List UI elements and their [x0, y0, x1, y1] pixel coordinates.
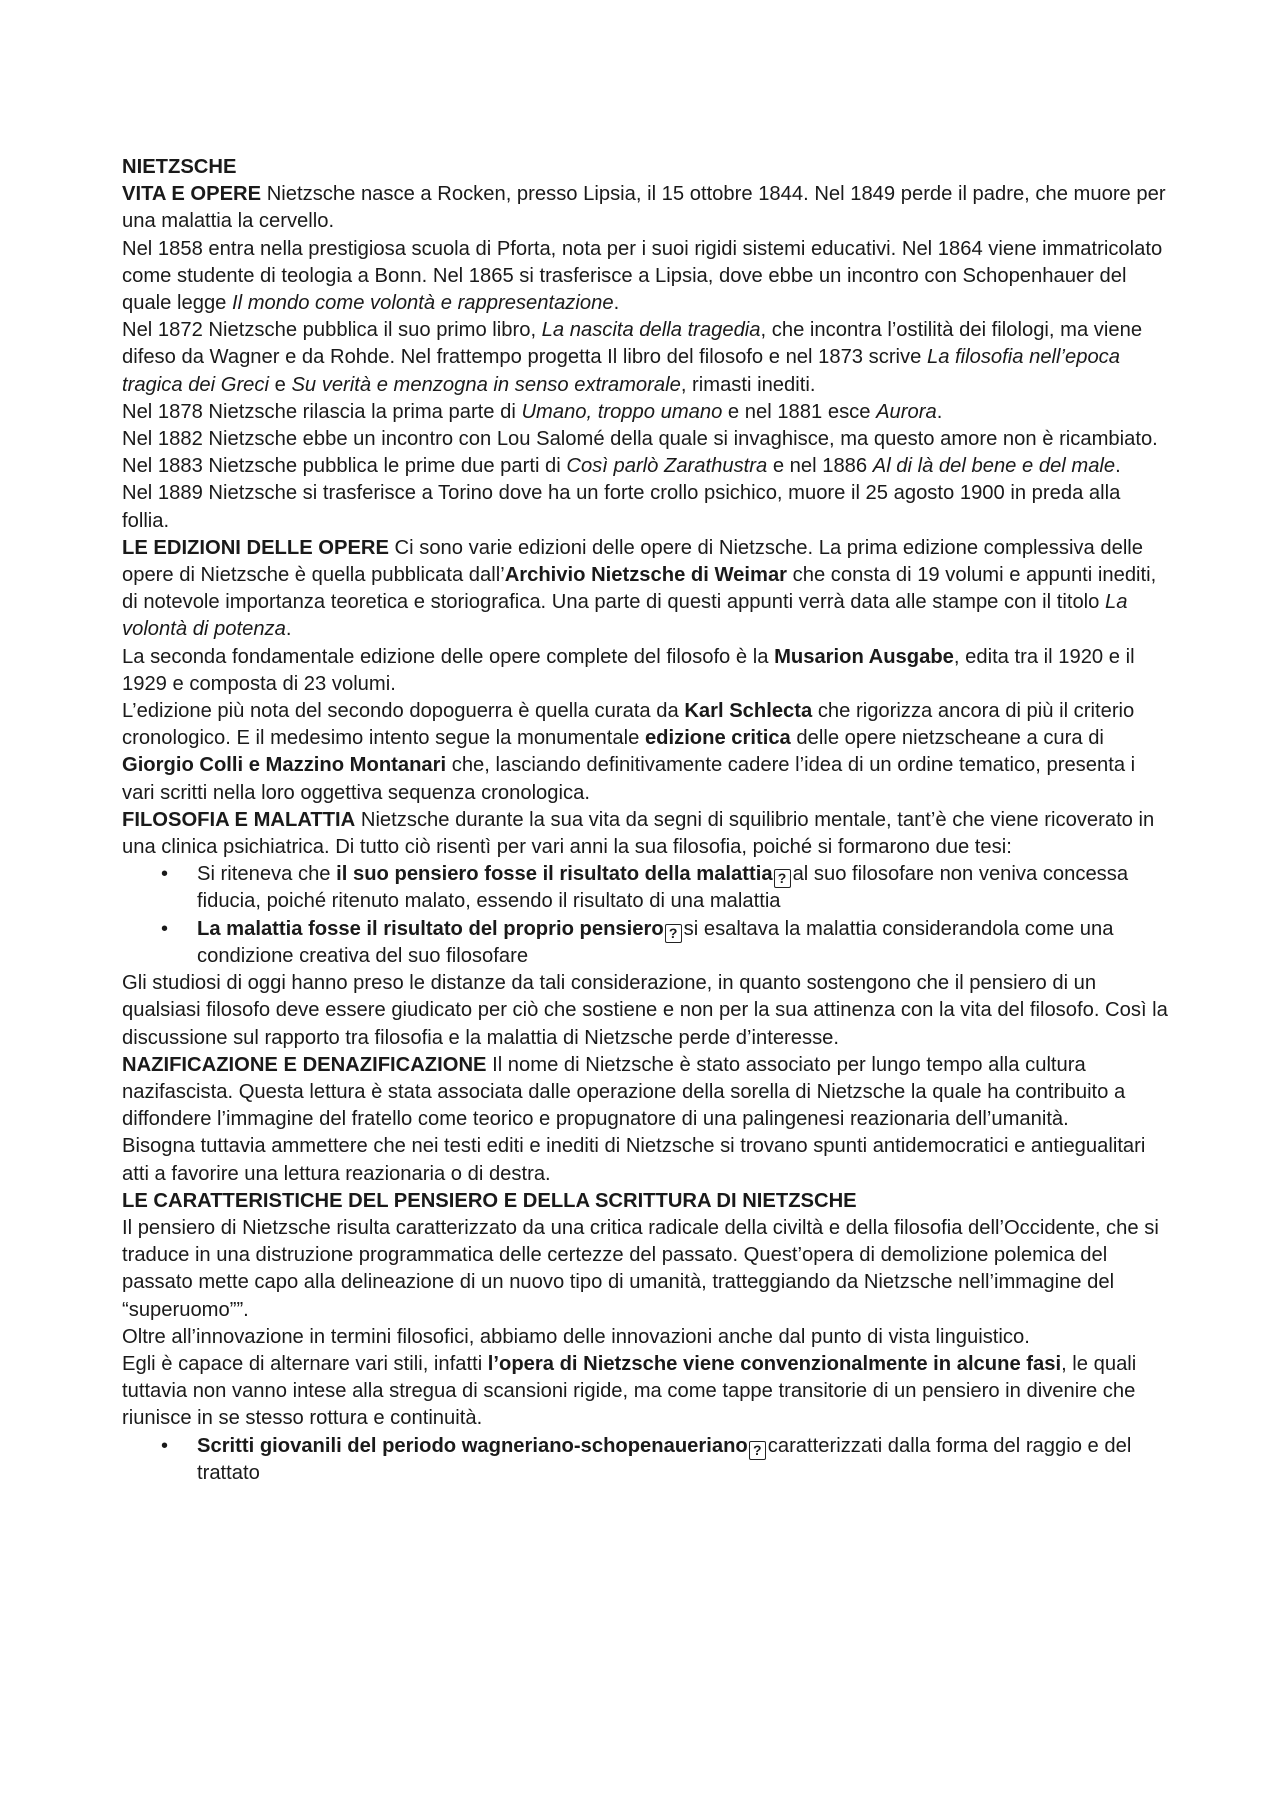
vita-paragraph-7: Nel 1889 Nietzsche si trasferisce a Torino dove ha un forte crollo psichico, muore il 25 agosto 1900 in preda alla follia.	[122, 482, 1121, 532]
vita-paragraph-4: Nel 1878 Nietzsche rilascia la prima parte di Umano, troppo umano e nel 1881 esce Aurora.	[122, 400, 943, 423]
vita-paragraph-2: Nel 1858 entra nella prestigiosa scuola di Pforta, nota per i suoi rigidi sistemi educativi. Nel 1864 viene immatricolato come studente di teologia a Bonn. Nel 1865 si trasferisce a Lipsia, dove ebbe un incontro con Schopenhauer del quale legge Il mondo come volontà e rappresentazione.	[122, 237, 1163, 315]
caratteristiche-paragraph-1: Il pensiero di Nietzsche risulta caratterizzato da una critica radicale della civiltà e della filosofia dell’Occidente, che si traduce in una distruzione programmatica delle certezze del passato. Quest’opera di demolizione polemica del passato mette capo alla delineazione di un nuovo tipo di umanità, tratteggiando da Nietzsche nell’immagine del “superuomo””.	[122, 1216, 1159, 1321]
list-item: • Scritti giovanili del periodo wagneriano-schopenaueriano ? caratterizzati dalla forma del raggio e del trattato	[197, 1433, 1168, 1487]
malattia-bullet-list	[122, 861, 1168, 970]
nazificazione-paragraph-2: Bisogna tuttavia ammettere che nei testi editi e inediti di Nietzsche si trovano spunti antidemocratici e antiegualitari atti a favorire una lettura reazionaria o di destra.	[122, 1135, 1146, 1185]
section-heading-edizioni: LE EDIZIONI DELLE OPERE	[122, 536, 389, 559]
edizioni-paragraph-3: L’edizione più nota del secondo dopoguerra è quella curata da Karl Schlecta che rigorizza ancora di più il criterio cronologico. E il medesimo intento segue la monumentale edizione critica delle opere nietzscheane a cura di Giorgio Colli e Mazzino Montanari che, lasciando definitivamente cadere l’idea di un ordine tematico, presenta i vari scritti nella loro oggettiva sequenza cronologica.	[122, 700, 1136, 804]
document-title: NIETZSCHE	[122, 156, 237, 178]
vita-paragraph-5: Nel 1882 Nietzsche ebbe un incontro con Lou Salomé della quale si invaghisce, ma questo amore non è ricambiato.	[122, 428, 1158, 451]
missing-glyph-icon: ?	[665, 924, 682, 943]
missing-glyph-icon: ?	[749, 1441, 766, 1460]
caratteristiche-paragraph-3: Egli è capace di alternare vari stili, infatti l’opera di Nietzsche viene convenzionalmente in alcune fasi, le quali tuttavia non vanno intese alla stregua di scansioni rigide, ma come tappe transitorie di un pensiero in divenire che riunisce in se stesso rottura e continuità.	[122, 1352, 1137, 1430]
section-heading-malattia: FILOSOFIA E MALATTIA	[122, 808, 356, 831]
vita-paragraph-6: Nel 1883 Nietzsche pubblica le prime due parti di Così parlò Zarathustra e nel 1886 Al di là del bene e del male.	[122, 455, 1121, 478]
vita-paragraph-3: Nel 1872 Nietzsche pubblica il suo primo libro, La nascita della tragedia, che incontra l’ostilità dei filologi, ma viene difeso da Wagner e da Rohde. Nel frattempo progetta Il libro del filosofo e nel 1873 scrive La filosofia nell’epoca tragica dei Greci e Su verità e menzogna in senso extramorale, rimasti inediti.	[122, 319, 1143, 396]
missing-glyph-icon: ?	[774, 869, 791, 888]
list-item: • Si riteneva che il suo pensiero fosse il risultato della malattia ? al suo filosofare non veniva concessa fiducia, poiché ritenuto malato, essendo il risultato di una malattia	[197, 861, 1168, 915]
document-page	[122, 154, 1168, 1487]
vita-paragraph-1: VITA E OPERE Nietzsche nasce a Rocken, presso Lipsia, il 15 ottobre 1844. Nel 1849 perde il padre, che muore per una malattia la cervello.	[122, 183, 1166, 233]
caratteristiche-paragraph-2: Oltre all’innovazione in termini filosofici, abbiamo delle innovazioni anche dal punto di vista linguistico.	[122, 1325, 1030, 1348]
nazificazione-paragraph-1: NAZIFICAZIONE E DENAZIFICAZIONE Il nome di Nietzsche è stato associato per lungo tempo alla cultura nazifascista. Questa lettura è stata associata dalle operazione della sorella di Nietzsche la quale ha contribuito a diffondere l’immagine del fratello come teorico e propugnatore di una palingenesi reazionaria dell’umanità.	[122, 1053, 1126, 1131]
section-heading-caratteristiche: LE CARATTERISTICHE DEL PENSIERO E DELLA SCRITTURA DI NIETZSCHE	[122, 1189, 857, 1212]
edizioni-paragraph-1: LE EDIZIONI DELLE OPERE Ci sono varie edizioni delle opere di Nietzsche. La prima edizione complessiva delle opere di Nietzsche è quella pubblicata dall’Archivio Nietzsche di Weimar che consta di 19 volumi e appunti inediti, di notevole importanza teoretica e storiografica. Una parte di questi appunti verrà data alle stampe con il titolo La volontà di potenza.	[122, 536, 1157, 641]
caratteristiche-bullet-list	[122, 1433, 1168, 1487]
malattia-paragraph-1: FILOSOFIA E MALATTIA Nietzsche durante la sua vita da segni di squilibrio mentale, tant’è che viene ricoverato in una clinica psichiatrica. Di tutto ciò risentì per vari anni la sua filosofia, poiché si formarono due tesi:	[122, 808, 1155, 859]
edizioni-paragraph-2: La seconda fondamentale edizione delle opere complete del filosofo è la Musarion Ausgabe, edita tra il 1920 e il 1929 e composta di 23 volumi.	[122, 645, 1135, 695]
malattia-paragraph-2: Gli studiosi di oggi hanno preso le distanze da tali considerazione, in quanto sostengono che il pensiero di un qualsiasi filosofo deve essere giudicato per ciò che sostiene e non per la sua attinenza con la vita del filosofo. Così la discussione sul rapporto tra filosofia e la malattia di Nietzsche perde d’interesse.	[122, 972, 1168, 1049]
section-heading-nazificazione: NAZIFICAZIONE E DENAZIFICAZIONE	[122, 1053, 487, 1076]
section-heading-vita: VITA E OPERE	[122, 183, 262, 206]
list-item: • La malattia fosse il risultato del proprio pensiero ? si esaltava la malattia considerandola come una condizione creativa del suo filosofare	[197, 916, 1168, 970]
